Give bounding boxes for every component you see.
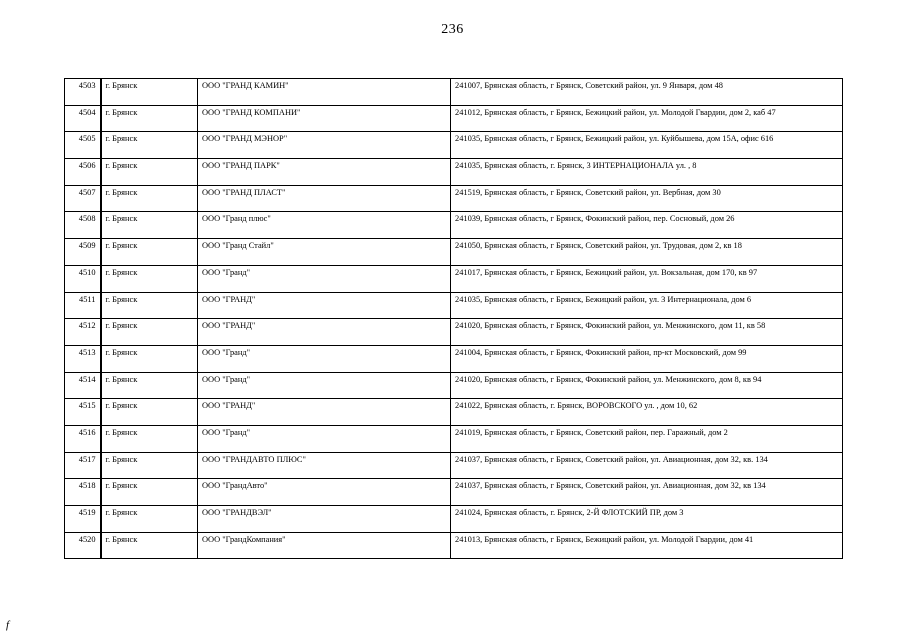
row-company-name: ООО "ГРАНД КОМПАНИ" [198,105,451,132]
row-number: 4514 [65,372,101,399]
table-row [65,372,843,399]
row-city: г. Брянск [101,292,198,319]
row-number: 4506 [65,159,101,186]
row-number: 4516 [65,425,101,452]
row-number: 4503 [65,79,101,106]
table-row [65,399,843,426]
row-company-name: ООО "ГрандКомпания" [198,532,451,559]
row-company-name: ООО "ГРАНД ПАРК" [198,159,451,186]
table-row [65,212,843,239]
row-company-name: ООО "ГРАНД КАМИН" [198,79,451,106]
row-city: г. Брянск [101,319,198,346]
row-city: г. Брянск [101,185,198,212]
row-address: 241037, Брянская область, г Брянск, Советский район, ул. Авиационная, дом 32, кв. 134 [451,452,843,479]
row-city: г. Брянск [101,532,198,559]
row-city: г. Брянск [101,425,198,452]
row-address: 241024, Брянская область, г. Брянск, 2-Й ФЛОТСКИЙ ПР, дом 3 [451,506,843,533]
row-number: 4504 [65,105,101,132]
row-number: 4515 [65,399,101,426]
row-city: г. Брянск [101,372,198,399]
table-row [65,292,843,319]
row-city: г. Брянск [101,212,198,239]
row-company-name: ООО "ГРАНД" [198,399,451,426]
row-number: 4508 [65,212,101,239]
table-row [65,105,843,132]
row-city: г. Брянск [101,79,198,106]
row-city: г. Брянск [101,452,198,479]
row-address: 241039, Брянская область, г Брянск, Фокинский район, пер. Сосновый, дом 26 [451,212,843,239]
row-address: 241519, Брянская область, г Брянск, Советский район, ул. Вербная, дом 30 [451,185,843,212]
row-address: 241013, Брянская область, г Брянск, Бежицкий район, ул. Молодой Гвардии, дом 41 [451,532,843,559]
table-row [65,506,843,533]
table-row [65,319,843,346]
row-company-name: ООО "ГРАНД ПЛАСТ" [198,185,451,212]
margin-mark: f [6,619,10,631]
row-company-name: ООО "Гранд Стайл" [198,239,451,266]
row-number: 4510 [65,265,101,292]
row-number: 4520 [65,532,101,559]
row-address: 241035, Брянская область, г. Брянск, 3 ИНТЕРНАЦИОНАЛА ул. , 8 [451,159,843,186]
table-row [65,452,843,479]
table-row [65,345,843,372]
row-number: 4509 [65,239,101,266]
table-row [65,185,843,212]
row-address: 241012, Брянская область, г Брянск, Бежицкий район, ул. Молодой Гвардии, дом 2, каб 47 [451,105,843,132]
row-number: 4507 [65,185,101,212]
table-row [65,159,843,186]
row-number: 4513 [65,345,101,372]
register-table-body [65,79,843,559]
row-city: г. Брянск [101,239,198,266]
row-address: 241035, Брянская область, г Брянск, Бежицкий район, ул. 3 Интернационала, дом 6 [451,292,843,319]
row-address: 241037, Брянская область, г Брянск, Советский район, ул. Авиационная, дом 32, кв 134 [451,479,843,506]
row-address: 241020, Брянская область, г Брянск, Фокинский район, ул. Менжинского, дом 8, кв 94 [451,372,843,399]
table-row [65,532,843,559]
table-row [65,239,843,266]
table-row [65,132,843,159]
register-table [64,78,843,559]
row-address: 241019, Брянская область, г Брянск, Советский район, пер. Гаражный, дом 2 [451,425,843,452]
row-company-name: ООО "ГРАНД" [198,292,451,319]
row-number: 4518 [65,479,101,506]
row-address: 241007, Брянская область, г Брянск, Советский район, ул. 9 Января, дом 48 [451,79,843,106]
row-address: 241050, Брянская область, г Брянск, Советский район, ул. Трудовая, дом 2, кв 18 [451,239,843,266]
row-city: г. Брянск [101,265,198,292]
row-city: г. Брянск [101,506,198,533]
row-city: г. Брянск [101,479,198,506]
row-address: 241017, Брянская область, г Брянск, Бежицкий район, ул. Вокзальная, дом 170, кв 97 [451,265,843,292]
row-company-name: ООО "Гранд" [198,265,451,292]
row-company-name: ООО "ГРАНДВЭЛ" [198,506,451,533]
row-company-name: ООО "Гранд" [198,345,451,372]
row-number: 4512 [65,319,101,346]
table-row [65,479,843,506]
row-address: 241020, Брянская область, г Брянск, Фокинский район, ул. Менжинского, дом 11, кв 58 [451,319,843,346]
row-city: г. Брянск [101,399,198,426]
row-company-name: ООО "Гранд" [198,372,451,399]
row-city: г. Брянск [101,132,198,159]
row-number: 4517 [65,452,101,479]
row-address: 241022, Брянская область, г. Брянск, ВОРОВСКОГО ул. , дом 10, 62 [451,399,843,426]
row-address: 241035, Брянская область, г Брянск, Бежицкий район, ул. Куйбышева, дом 15А, офис 616 [451,132,843,159]
row-company-name: ООО "ГРАНД МЭНОР" [198,132,451,159]
row-number: 4505 [65,132,101,159]
row-company-name: ООО "Гранд" [198,425,451,452]
row-city: г. Брянск [101,105,198,132]
table-row [65,265,843,292]
row-city: г. Брянск [101,159,198,186]
row-number: 4511 [65,292,101,319]
row-company-name: ООО "Гранд плюс" [198,212,451,239]
row-address: 241004, Брянская область, г Брянск, Фокинский район, пр-кт Московский, дом 99 [451,345,843,372]
page-number: 236 [441,22,464,37]
row-company-name: ООО "ГРАНД" [198,319,451,346]
row-company-name: ООО "ГРАНДАВТО ПЛЮС" [198,452,451,479]
table-row [65,79,843,106]
row-company-name: ООО "ГрандАвто" [198,479,451,506]
row-number: 4519 [65,506,101,533]
row-city: г. Брянск [101,345,198,372]
table-row [65,425,843,452]
